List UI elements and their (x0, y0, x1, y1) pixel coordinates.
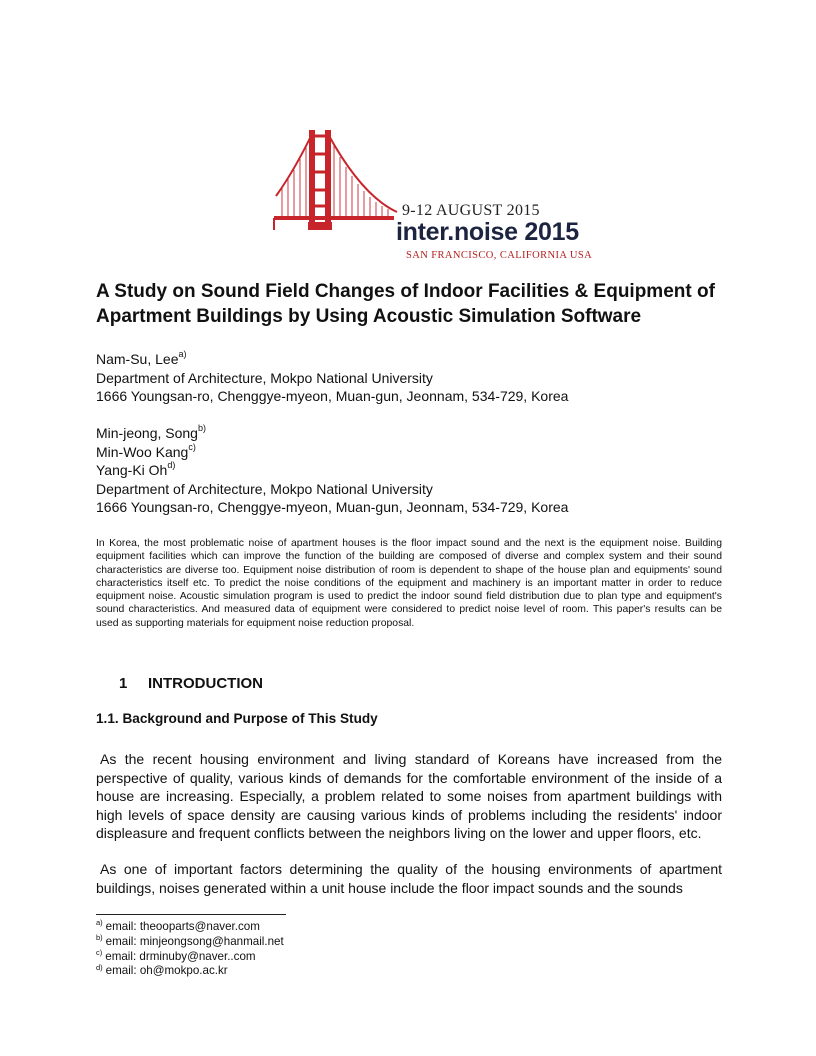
affiliation-department: Department of Architecture, Mokpo National University (96, 369, 433, 386)
author-name: Yang-Ki Oh (96, 462, 168, 478)
conference-name: inter.noise 2015 (396, 218, 579, 246)
section-number: 1 (119, 675, 128, 692)
affiliation-department: Department of Architecture, Mokpo National University (96, 480, 433, 497)
footnote-mark: b) (197, 423, 206, 434)
subsection-heading: 1.1. Background and Purpose of This Study (96, 711, 378, 726)
affiliation-address: 1666 Youngsan-ro, Chenggye-myeon, Muan-gun, Jeonnam, 534-729, Korea (96, 388, 569, 404)
section-heading (119, 675, 263, 692)
author-block-2 (96, 424, 568, 517)
footnote-mark: a) (96, 918, 103, 928)
footnote-email: email: drminuby@naver..com (105, 949, 256, 963)
footnote-email: email: theooparts@naver.com (105, 920, 260, 933)
author-block-1 (96, 350, 568, 406)
author-name: Min-Woo Kang (96, 443, 189, 460)
body-paragraph: As the recent housing environment and living standard of Koreans have increased from the perspective of quality, various kinds of demands for the comfortable environment of the inside of a house are increasing. Especially, a problem related to some noises from apartment buildings with high levels of space density are causing various kinds of problems including the residents' indoor displeasure and frequent conflicts between the neighbors living on the lower and upper floors, etc. (96, 751, 722, 842)
affiliation-address: 1666 Youngsan-ro, Chenggye-myeon, Muan-gun, Jeonnam, 534-729, Korea (96, 499, 569, 515)
author-line (96, 424, 568, 443)
footnote-email: email: oh@mokpo.ac.kr (105, 964, 228, 978)
footnote (96, 964, 284, 979)
footnote-mark: d) (167, 460, 176, 471)
paper-title: A Study on Sound Field Changes of Indoor Facilities & Equipment of Apartment Buildings by Using Acoustic Simulation Software (96, 281, 715, 327)
footnotes (96, 920, 284, 979)
conference-location: SAN FRANCISCO, CALIFORNIA USA (406, 250, 593, 261)
footnote-divider (96, 914, 286, 915)
body-paragraph: As one of important factors determining the quality of the housing environments of apartment buildings, noises generated within a unit house include the floor impact sounds and the sounds (96, 861, 722, 896)
author-line (96, 443, 568, 462)
footnote-mark: a) (178, 349, 187, 360)
footnote (96, 932, 284, 950)
footnote-mark: d) (96, 962, 103, 972)
author-name: Min-jeong, Song (96, 425, 198, 441)
abstract: In Korea, the most problematic noise of apartment houses is the floor impact sound and the next is the equipment noise. Building equipment facilities which can improve the function of the building are composed of diverse and complex system and their sound characteristics are diverse too. Equipment noise distribution of room is dependent to shape of the house plan and equipments' sound characteristics itself etc. To predict the noise conditions of the equipment and machinery is an important matter in order to reduce equipment noise. Acoustic simulation program is used to predict the indoor sound field distribution due to plan type and equipment's sound characteristics. And measured data of equipment were considered to predict noise level of room. This paper's results can be used as supporting materials for equipment noise reduction proposal. (96, 538, 722, 629)
footnote (96, 920, 284, 935)
footnote-email: email: minjeongsong@hanmail.net (105, 934, 284, 948)
author-name: Nam-Su, Lee (96, 351, 179, 367)
footnote-mark: c) (188, 441, 196, 452)
footnote-mark: c) (96, 947, 103, 957)
footnote (96, 947, 284, 965)
footnote-mark: b) (96, 932, 103, 942)
author-line (96, 350, 568, 369)
conference-logo (272, 126, 593, 266)
author-line (96, 461, 568, 480)
conference-date: 9-12 AUGUST 2015 (402, 202, 540, 219)
section-title: INTRODUCTION (148, 675, 263, 692)
